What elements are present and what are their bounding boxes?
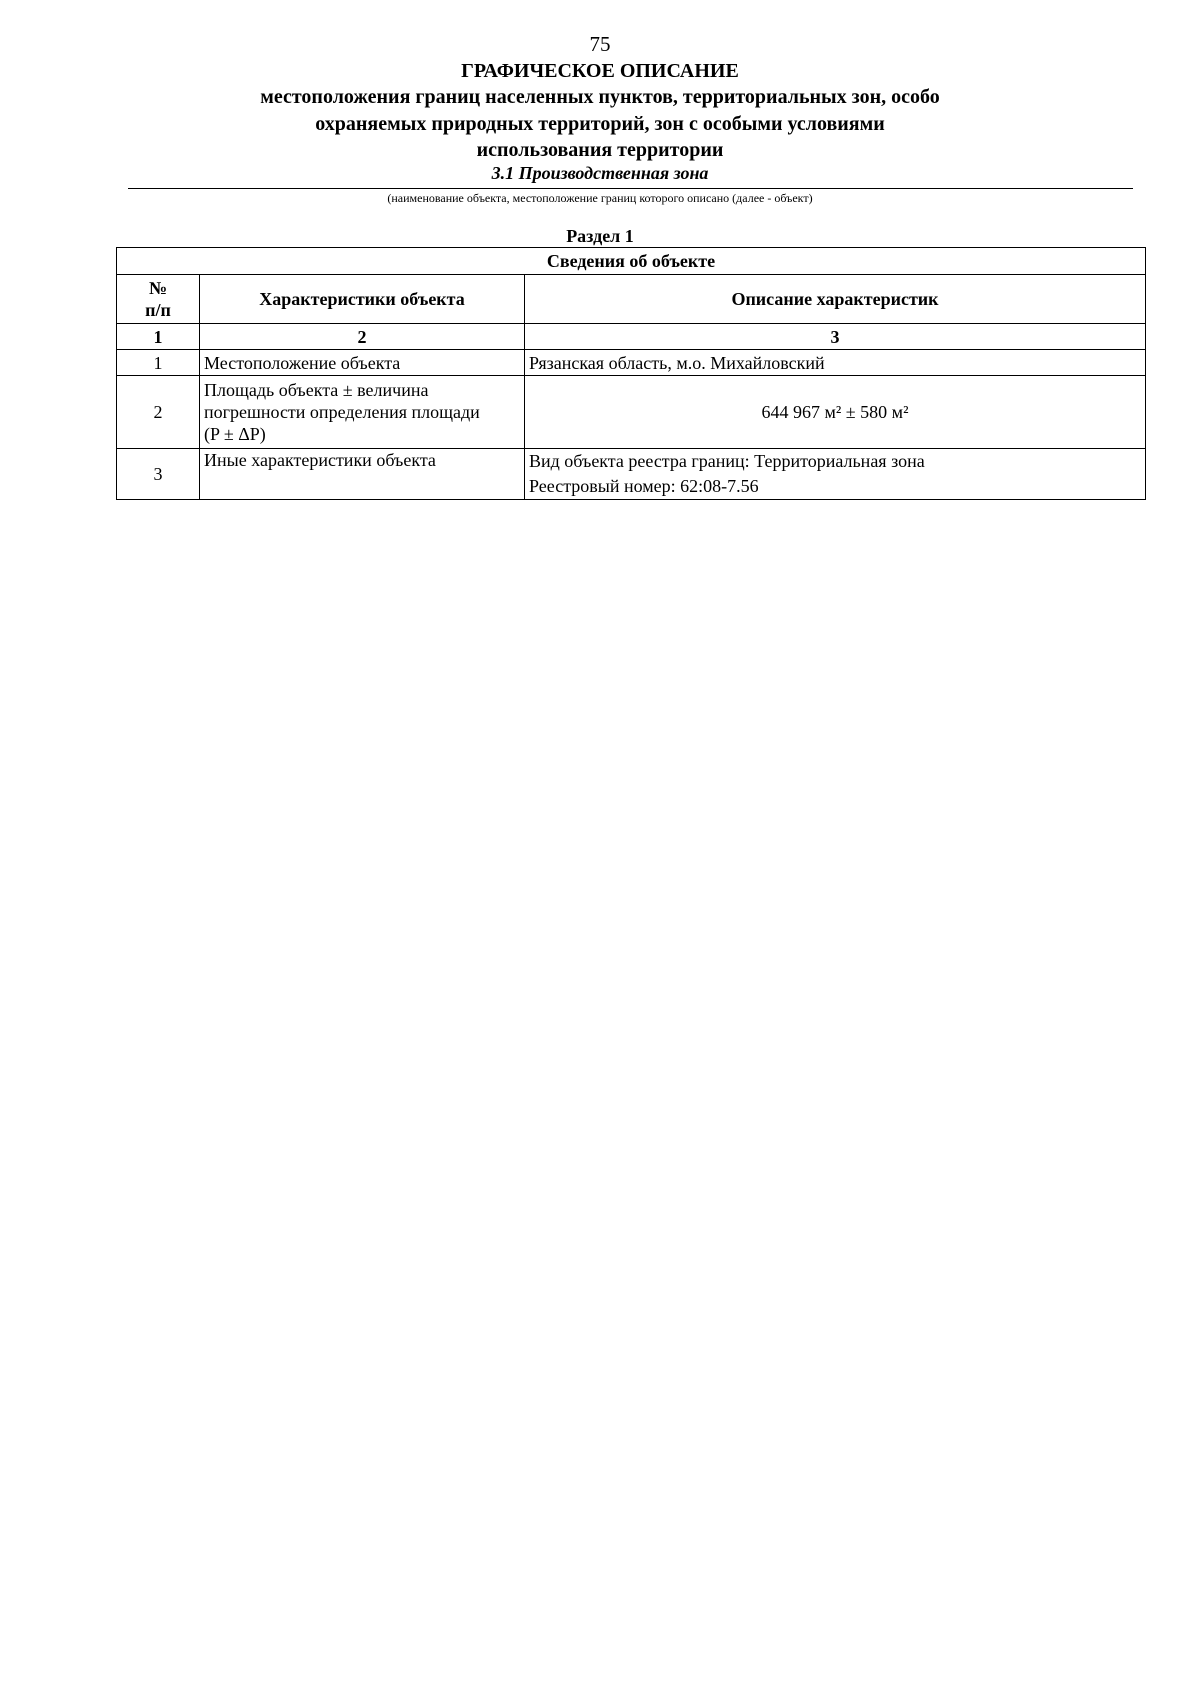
- document-subtitle: местоположения границ населенных пунктов, территориальных зон, особо охраняемых природных территорий, зон с особыми условиями использования территории: [260, 86, 940, 161]
- object-name: 3.1 Производственная зона: [491, 163, 709, 183]
- table-row: [117, 350, 1146, 376]
- row-description-line: Реестровый номер: 62:08-7.56: [529, 476, 759, 496]
- header-number-line1: №: [148, 278, 168, 298]
- row-characteristic: [200, 376, 525, 449]
- table-caption-row: [117, 248, 1146, 275]
- row-description: [525, 449, 1146, 500]
- row-description: 644 967 м² ± 580 м²: [525, 376, 1146, 449]
- row-description: Рязанская область, м.о. Михайловский: [525, 350, 1146, 376]
- object-info-table: [116, 247, 1146, 500]
- row-number: 2: [117, 376, 200, 449]
- object-name-underline: [128, 188, 1133, 189]
- row-description-line: Вид объекта реестра границ: Территориальная зона: [529, 451, 925, 471]
- document-title: ГРАФИЧЕСКОЕ ОПИСАНИЕ: [461, 60, 739, 82]
- table-row: [117, 376, 1146, 449]
- row-number: 3: [117, 449, 200, 500]
- row-characteristic-line: Площадь объекта ± величина: [204, 380, 429, 400]
- page-number: 75: [589, 32, 611, 56]
- header-number-line2: п/п: [145, 300, 171, 320]
- table-row: [117, 449, 1146, 500]
- header-description: Описание характеристик: [525, 275, 1146, 324]
- row-characteristic-line: погрешности определения площади: [204, 402, 480, 422]
- column-index-2: 2: [200, 324, 525, 350]
- object-name-caption: (наименование объекта, местоположение границ которого описано (далее - объект): [387, 191, 813, 205]
- table-caption: Сведения об объекте: [117, 248, 1146, 275]
- header-characteristics: Характеристики объекта: [200, 275, 525, 324]
- table-header-row: [117, 275, 1146, 324]
- column-index-1: 1: [117, 324, 200, 350]
- row-number: 1: [117, 350, 200, 376]
- header-number: [117, 275, 200, 324]
- row-characteristic: Местоположение объекта: [200, 350, 525, 376]
- section-title: Раздел 1: [566, 226, 634, 246]
- column-index-3: 3: [525, 324, 1146, 350]
- row-characteristic: Иные характеристики объекта: [200, 449, 525, 500]
- row-characteristic-line: (P ± ΔP): [204, 424, 266, 444]
- column-index-row: [117, 324, 1146, 350]
